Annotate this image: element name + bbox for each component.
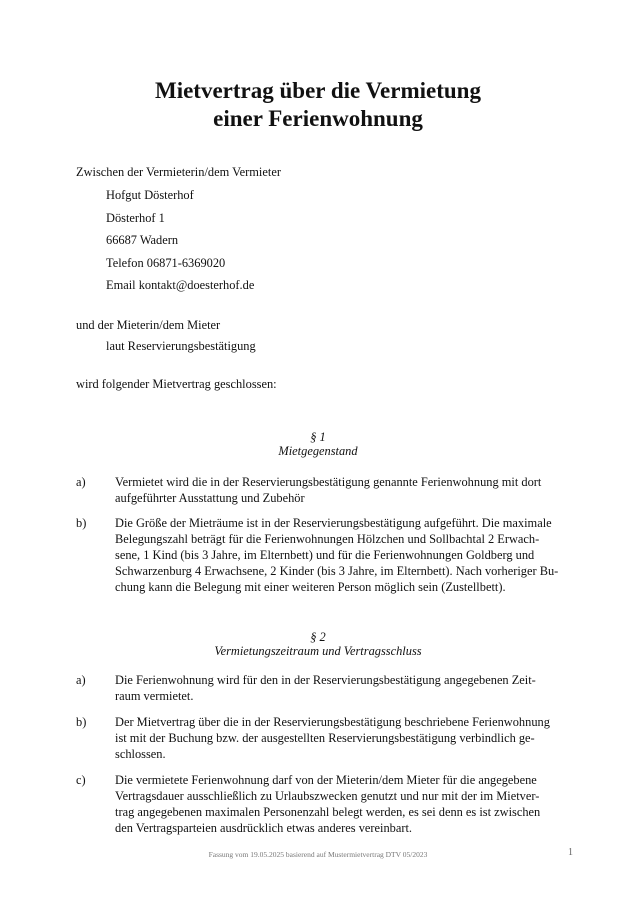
document-title-line-1: Mietvertrag über die Vermietung bbox=[155, 78, 481, 103]
text-line: trag angegebenen maximalen Personenzahl belegt werden, es sei denn es ist zwischen bbox=[115, 805, 541, 819]
section-1-title: Mietgegenstand bbox=[278, 444, 358, 458]
section-1-item-a-text bbox=[115, 474, 570, 506]
text-line: sene, 1 Kind (bis 3 Jahre, im Elternbett) und für die Ferienwohnungen Goldberg und bbox=[115, 548, 535, 562]
text-line: ist mit der Buchung bzw. der ausgestellten Reservierungsbestätigung verbindlich ge- bbox=[115, 731, 535, 745]
section-2-item-a-text bbox=[115, 672, 570, 704]
section-2-item-b-text bbox=[115, 714, 570, 762]
text-line: Belegungszahl beträgt für die Ferienwohnungen Hölzchen und Sollbachtal 2 Erwach- bbox=[115, 532, 540, 546]
landlord-name: Hofgut Dösterhof bbox=[106, 188, 194, 202]
text-line: Schwarzenburg 4 Erwachsene, 2 Kinder (bis 3 Jahre, im Elternbett). Nach vorheriger Bu- bbox=[115, 564, 559, 578]
section-2-item-c-text bbox=[115, 772, 570, 836]
section-2-item-c-label: c) bbox=[76, 773, 86, 787]
section-1-item-b-text bbox=[115, 515, 570, 595]
section-2-item-a-label: a) bbox=[76, 673, 86, 687]
text-line: Vertragsdauer ausschließlich zu Urlaubszwecken genutzt und nur mit der im Mietver- bbox=[115, 789, 540, 803]
landlord-phone: Telefon 06871-6369020 bbox=[106, 256, 226, 270]
landlord-intro: Zwischen der Vermieterin/dem Vermieter bbox=[76, 165, 281, 179]
text-line: Die vermietete Ferienwohnung darf von der Mieterin/dem Mieter für die angegebene bbox=[115, 773, 537, 787]
landlord-city: 66687 Wadern bbox=[106, 233, 179, 247]
section-2-item-b-label: b) bbox=[76, 715, 87, 729]
section-2-title: Vermietungszeitraum und Vertragsschluss bbox=[214, 644, 422, 658]
landlord-email: Email kontakt@doesterhof.de bbox=[106, 278, 255, 292]
page-footer: Fassung vom 19.05.2025 basierend auf Mustermietvertrag DTV 05/2023 bbox=[208, 850, 428, 859]
section-1-number: § 1 bbox=[310, 430, 326, 444]
text-line: Die Größe der Mieträume ist in der Reservierungsbestätigung aufgeführt. Die maximale bbox=[115, 516, 552, 530]
text-line: Der Mietvertrag über die in der Reservierungsbestätigung beschriebene Ferienwohnung bbox=[115, 715, 550, 729]
contract-closing-sentence: wird folgender Mietvertrag geschlossen: bbox=[76, 377, 277, 391]
landlord-street: Dösterhof 1 bbox=[106, 211, 165, 225]
text-line: den Vertragsparteien ausdrücklich etwas anderes vereinbart. bbox=[115, 821, 413, 835]
text-line: Die Ferienwohnung wird für den in der Reservierungsbestätigung angegebenen Zeit- bbox=[115, 673, 536, 687]
text-line: raum vermietet. bbox=[115, 689, 194, 703]
tenant-reference: laut Reservierungsbestätigung bbox=[106, 339, 256, 353]
text-line: aufgeführter Ausstattung und Zubehör bbox=[115, 491, 305, 505]
section-2-number: § 2 bbox=[310, 630, 326, 644]
section-1-item-b-label: b) bbox=[76, 516, 87, 530]
section-1-item-a-label: a) bbox=[76, 475, 86, 489]
tenant-intro: und der Mieterin/dem Mieter bbox=[76, 318, 221, 332]
page-number: 1 bbox=[568, 847, 573, 858]
text-line: chung kann die Belegung mit einer weiteren Person möglich sein (Zustellbett). bbox=[115, 580, 506, 594]
document-title-line-2: einer Ferienwohnung bbox=[213, 106, 423, 131]
text-line: schlossen. bbox=[115, 747, 166, 761]
text-line: Vermietet wird die in der Reservierungsbestätigung genannte Ferienwohnung mit dort bbox=[115, 475, 542, 489]
